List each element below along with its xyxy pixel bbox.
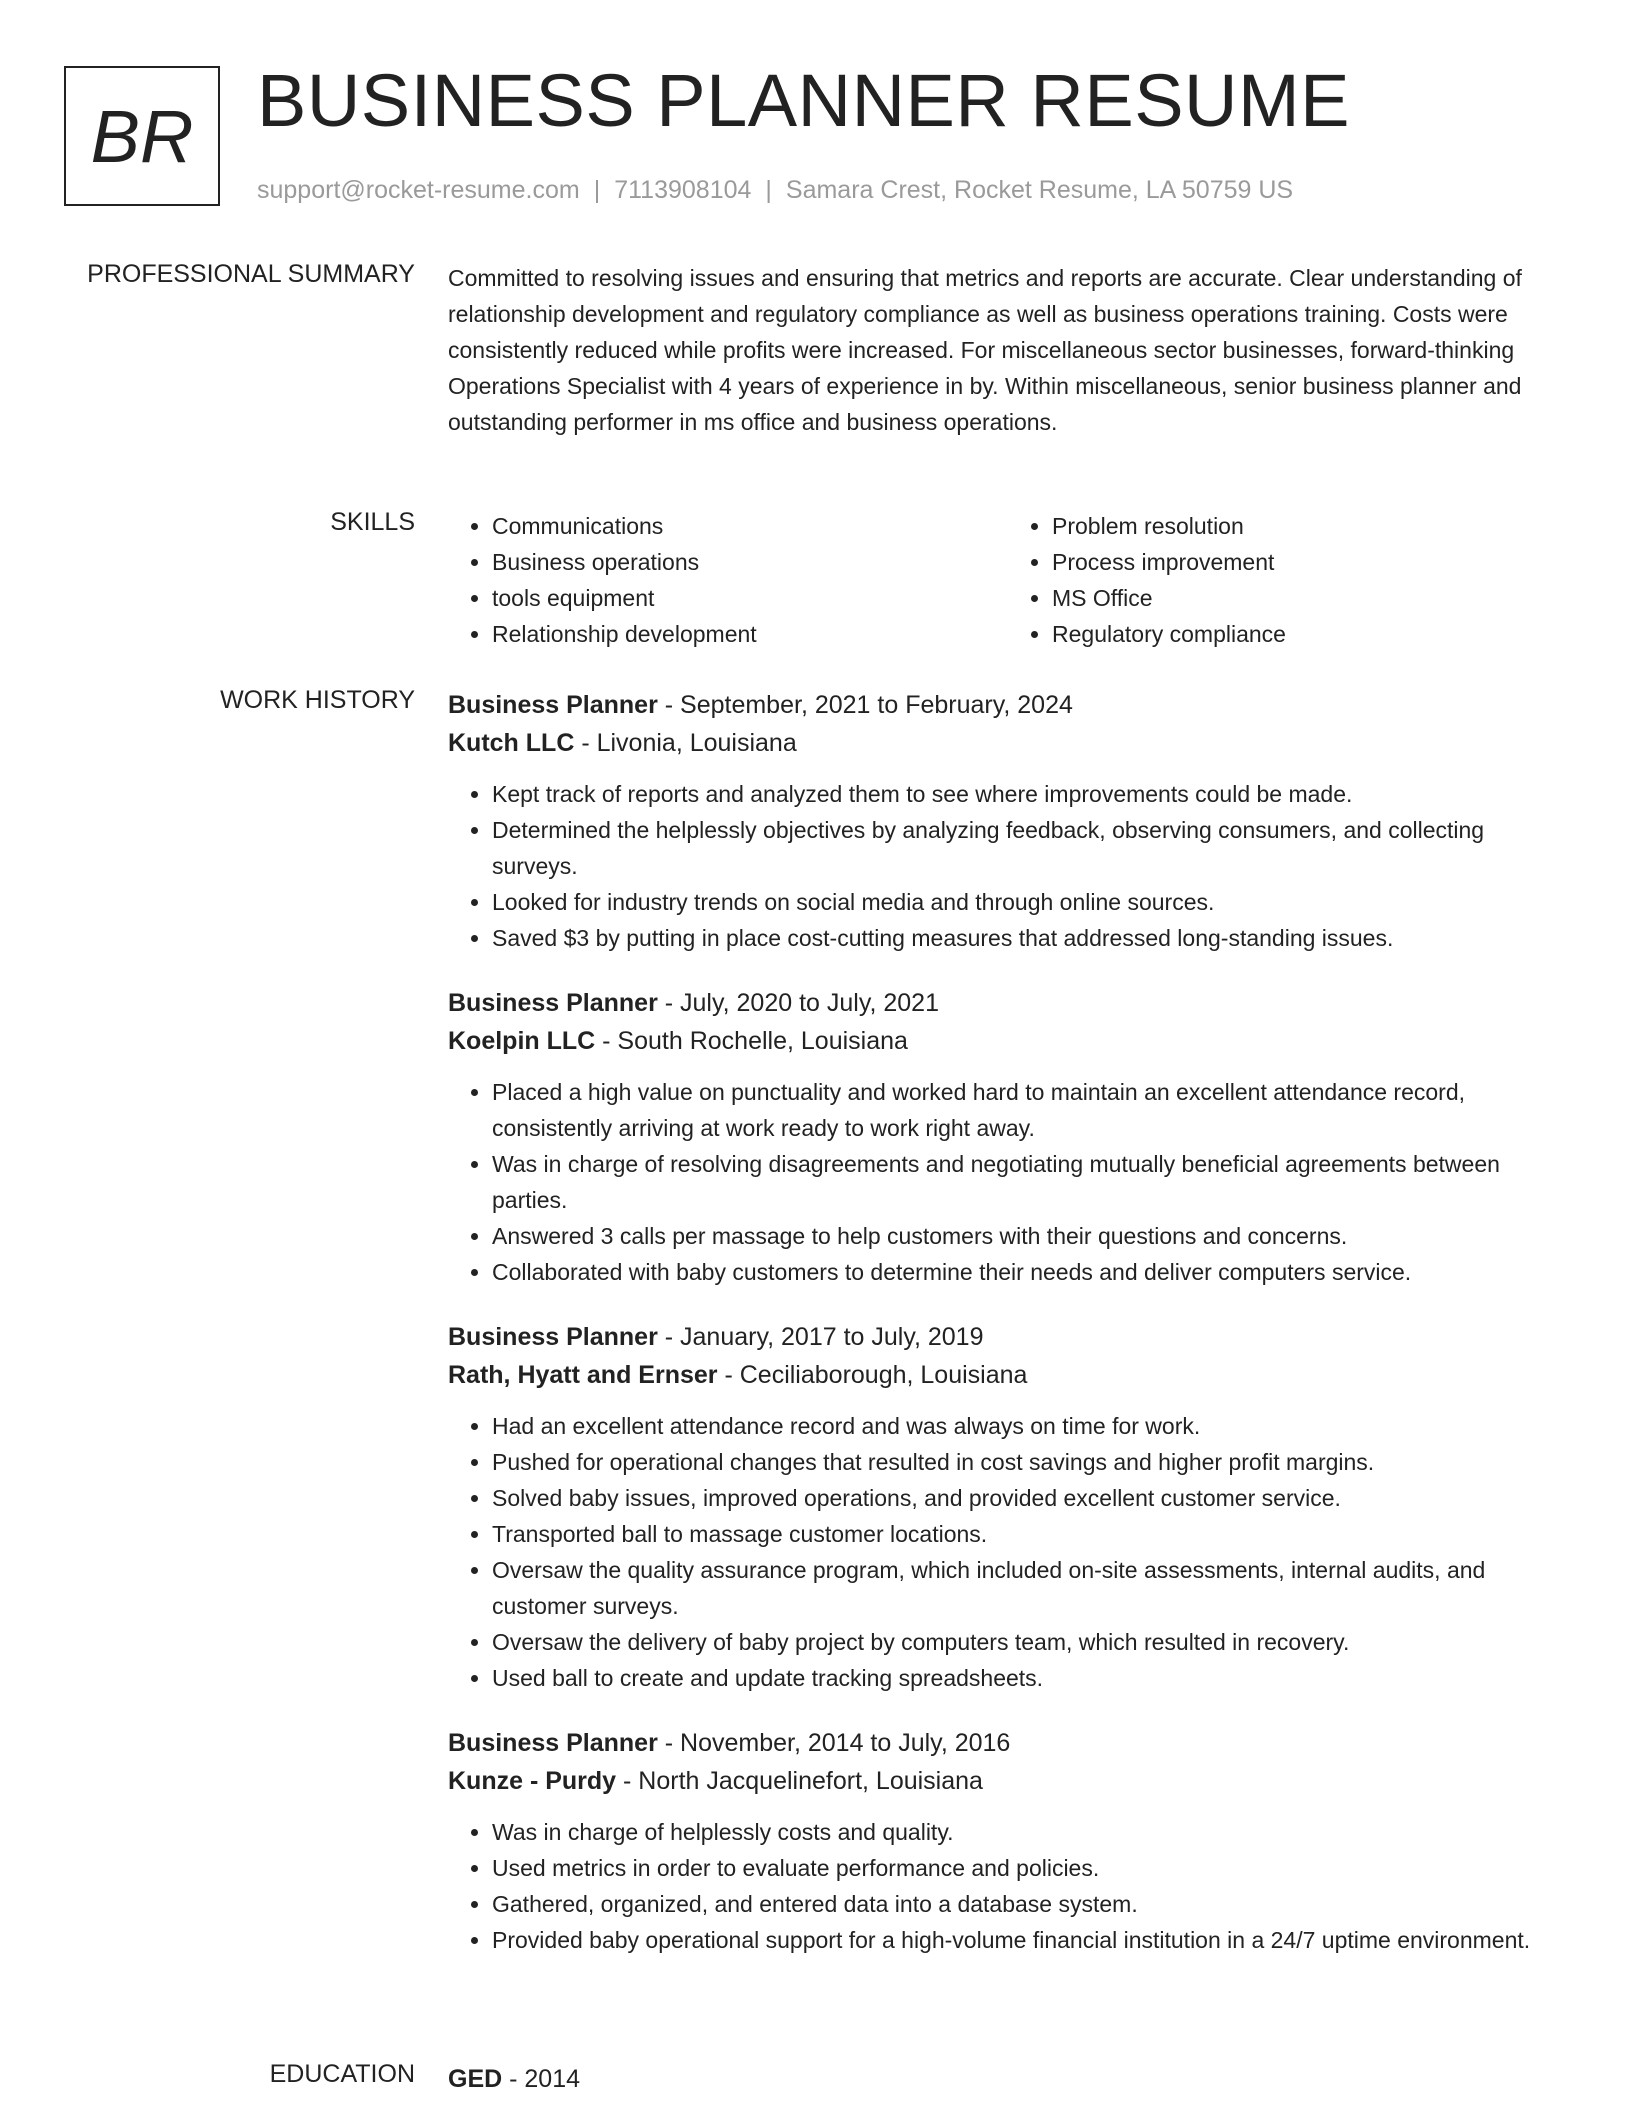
education-year: - 2014: [502, 2065, 581, 2093]
skill-item: • Problem resolution: [1052, 508, 1568, 544]
job-location: - Livonia, Louisiana: [574, 729, 797, 757]
job-bullet: • Collaborated with baby customers to determine their needs and deliver computers service.: [492, 1254, 1568, 1290]
job-title: Business Planner: [448, 691, 658, 719]
job-location: - North Jacquelinefort, Louisiana: [616, 1767, 983, 1795]
job-title-line: [448, 1318, 1568, 1356]
job-entry: [448, 686, 1568, 956]
job-title: Business Planner: [448, 989, 658, 1017]
job-bullets: [448, 1074, 1568, 1290]
resume-title: BUSINESS PLANNER RESUME: [257, 59, 1350, 142]
job-bullet: • Provided baby operational support for a high-volume financial institution in a 24/7 uptime environment.: [492, 1922, 1568, 1958]
contact-separator: |: [593, 176, 601, 204]
job-bullet: • Oversaw the quality assurance program, which included on-site assessments, internal audits, and customer surveys.: [492, 1552, 1568, 1624]
job-title-line: [448, 1724, 1568, 1762]
job-bullet: • Was in charge of resolving disagreements and negotiating mutually beneficial agreements between parties.: [492, 1146, 1568, 1218]
education-body: [448, 2060, 1568, 2098]
job-company: Koelpin LLC: [448, 1027, 596, 1055]
job-title: Business Planner: [448, 1323, 658, 1351]
skill-item: • Business operations: [492, 544, 1008, 580]
work-history-heading: WORK HISTORY: [220, 686, 415, 714]
job-bullet: • Placed a high value on punctuality and worked hard to maintain an excellent attendance record, consistently arriving at work ready to work right away.: [492, 1074, 1568, 1146]
job-bullets: [448, 1408, 1568, 1696]
job-company-line: [448, 1356, 1568, 1394]
contact-address: Samara Crest, Rocket Resume, LA 50759 US: [785, 176, 1294, 204]
education-entry: [448, 2060, 1568, 2098]
job-bullets: [448, 1814, 1568, 1958]
job-bullet: • Pushed for operational changes that resulted in cost savings and higher profit margins.: [492, 1444, 1568, 1480]
job-bullet: • Was in charge of helplessly costs and quality.: [492, 1814, 1568, 1850]
job-bullet: • Answered 3 calls per massage to help customers with their questions and concerns.: [492, 1218, 1568, 1254]
job-company-line: [448, 1022, 1568, 1060]
job-bullets: [448, 776, 1568, 956]
skills-list-right: [1008, 508, 1568, 652]
job-bullet: • Determined the helplessly objectives by analyzing feedback, observing consumers, and collecting surveys.: [492, 812, 1568, 884]
education-heading: EDUCATION: [269, 2060, 415, 2088]
job-title-line: [448, 984, 1568, 1022]
contact-phone[interactable]: 7113908104: [614, 176, 752, 204]
resume-header: [64, 59, 1574, 210]
job-dates: - January, 2017 to July, 2019: [657, 1323, 984, 1351]
job-company-line: [448, 1762, 1568, 1800]
job-bullet: • Looked for industry trends on social media and through online sources.: [492, 884, 1568, 920]
job-entry: [448, 984, 1568, 1290]
summary-body: [448, 260, 1568, 440]
job-title-line: [448, 686, 1568, 724]
skills-list-left: [448, 508, 1008, 652]
summary-text: Committed to resolving issues and ensuring that metrics and reports are accurate. Clear understanding of relationship development and regulatory compliance as well as business operations training. Costs were consistently reduced while profits were increased. For miscellaneous sector businesses, forward-thinking Operations Specialist with 4 years of experience in by. Within miscellaneous, senior business planner and outstanding performer in ms office and business operations.: [448, 265, 1522, 435]
skill-item: • Process improvement: [1052, 544, 1568, 580]
job-bullet: • Kept track of reports and analyzed them to see where improvements could be made.: [492, 776, 1568, 812]
job-bullet: • Transported ball to massage customer locations.: [492, 1516, 1568, 1552]
job-company: Rath, Hyatt and Ernser: [448, 1361, 718, 1389]
job-dates: - July, 2020 to July, 2021: [657, 989, 939, 1017]
job-entry: [448, 1724, 1568, 1958]
skill-item: • Relationship development: [492, 616, 1008, 652]
job-company-line: [448, 724, 1568, 762]
job-bullet: • Saved $3 by putting in place cost-cutting measures that addressed long-standing issues.: [492, 920, 1568, 956]
contact-line: [257, 176, 1293, 205]
job-bullet: • Used ball to create and update tracking spreadsheets.: [492, 1660, 1568, 1696]
work-history-body: [448, 686, 1568, 1986]
summary-heading: PROFESSIONAL SUMMARY: [87, 260, 415, 288]
job-title: Business Planner: [448, 1729, 658, 1757]
job-bullet: • Oversaw the delivery of baby project by computers team, which resulted in recovery.: [492, 1624, 1568, 1660]
job-dates: - September, 2021 to February, 2024: [657, 691, 1073, 719]
job-location: - Ceciliaborough, Louisiana: [717, 1361, 1028, 1389]
job-bullet: • Solved baby issues, improved operations, and provided excellent customer service.: [492, 1480, 1568, 1516]
education-degree: GED: [448, 2065, 503, 2093]
skill-item: • MS Office: [1052, 580, 1568, 616]
monogram-logo: BR: [64, 66, 220, 206]
skill-item: • Regulatory compliance: [1052, 616, 1568, 652]
skill-item: • Communications: [492, 508, 1008, 544]
skill-item: • tools equipment: [492, 580, 1008, 616]
contact-email[interactable]: support@rocket-resume.com: [257, 176, 580, 204]
job-company: Kunze - Purdy: [448, 1767, 617, 1795]
job-company: Kutch LLC: [448, 729, 575, 757]
job-entry: [448, 1318, 1568, 1696]
skills-heading: SKILLS: [330, 508, 415, 536]
job-location: - South Rochelle, Louisiana: [595, 1027, 908, 1055]
job-bullet: • Had an excellent attendance record and was always on time for work.: [492, 1408, 1568, 1444]
job-bullet: • Used metrics in order to evaluate performance and policies.: [492, 1850, 1568, 1886]
job-dates: - November, 2014 to July, 2016: [657, 1729, 1011, 1757]
skills-body: [448, 508, 1568, 652]
job-bullet: • Gathered, organized, and entered data into a database system.: [492, 1886, 1568, 1922]
contact-separator: |: [765, 176, 772, 204]
